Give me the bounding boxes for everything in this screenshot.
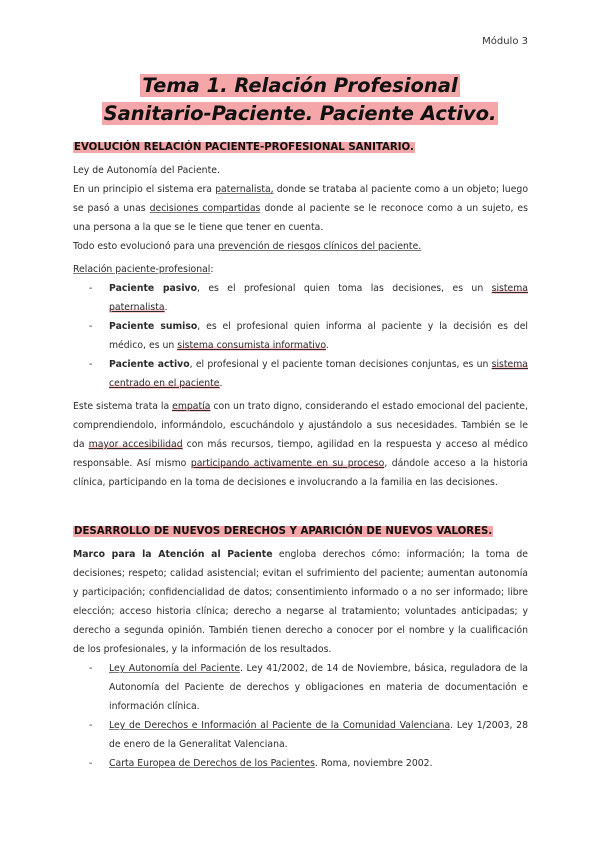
law-list: [73, 659, 528, 773]
list-item: - Paciente activo, el profesional y el paciente toman decisiones conjuntas, es un sistema centrado en el paciente.: [73, 355, 528, 393]
law-title: Ley de Autonomía del Paciente.: [73, 165, 220, 176]
list-item: - Paciente pasivo, es el profesional quien toma las decisiones, es un sistema paternalista.: [73, 279, 528, 317]
relation-list: [73, 279, 528, 393]
relation-label: Relación paciente-profesional:: [73, 264, 214, 275]
paragraph-3: Este sistema trata la empatía con un trato digno, considerando el estado emocional del paciente, comprendiendolo, informándolo, escuchándolo y ajustándolo a sus necesidades. También se le da mayor accesibilidad con más recursos, tiempo, agilidad en la respuesta y acceso al médico responsable. Así mismo participando activamente en su proceso, dándole acceso a la historia clínica, participando en la toma de decisiones e involucrando a la familia en las decisiones.: [73, 401, 528, 488]
title-line-2: Sanitario-Paciente. Paciente Activo.: [103, 102, 497, 125]
page-title: [0, 72, 600, 128]
section-2-heading-text: DESARROLLO DE NUEVOS DERECHOS Y APARICIÓN DE NUEVOS VALORES.: [74, 526, 493, 537]
module-label: Módulo 3: [482, 36, 528, 47]
paragraph-2: Todo esto evolucionó para una prevención de riesgos clínicos del paciente.: [73, 241, 422, 252]
section-2-body: [73, 545, 528, 773]
paragraph-4: Marco para la Atención al Paciente engloba derechos cómo: información; la toma de decisiones; respeto; calidad asistencial; evitan el sufrimiento del paciente; aumentan autonomía y participación; confidencialidad de datos; consentimiento informado o a no ser informado; libre elección; acceso historia clínica; derecho a negarse al tratamiento; voluntades anticipadas; y derecho a segunda opinión. También tienen derecho a conocer por el nombre y la cualificación de los profesionales, y la información de los resultados.: [73, 549, 529, 655]
list-item: - Paciente sumiso, es el profesional quien informa al paciente y la decisión es del médico, es un sistema consumista informativo.: [73, 317, 528, 355]
list-item: - Ley Autonomía del Paciente. Ley 41/2002, de 14 de Noviembre, básica, reguladora de la Autonomía del Paciente de derechos y obligaciones en materia de documentación e información clínica.: [73, 659, 528, 716]
paragraph-1: En un principio el sistema era paternalista, donde se trataba al paciente como a un objeto; luego se pasó a unas decisiones compartidas donde al paciente se le reconoce como a un sujeto, es una persona a la que se le tiene que tener en cuenta.: [73, 184, 529, 233]
section-1-heading-text: EVOLUCIÓN RELACIÓN PACIENTE-PROFESIONAL SANITARIO.: [74, 142, 414, 153]
section-1-body: [73, 161, 528, 492]
title-line-1: Tema 1. Relación Profesional: [142, 74, 458, 97]
list-item: - Ley de Derechos e Información al Paciente de la Comunidad Valenciana. Ley 1/2003, 28 de enero de la Generalitat Valenciana.: [73, 716, 528, 754]
section-2-heading: [73, 526, 493, 537]
list-item: - Carta Europea de Derechos de los Pacientes. Roma, noviembre 2002.: [73, 754, 528, 773]
section-1-heading: [73, 142, 415, 153]
